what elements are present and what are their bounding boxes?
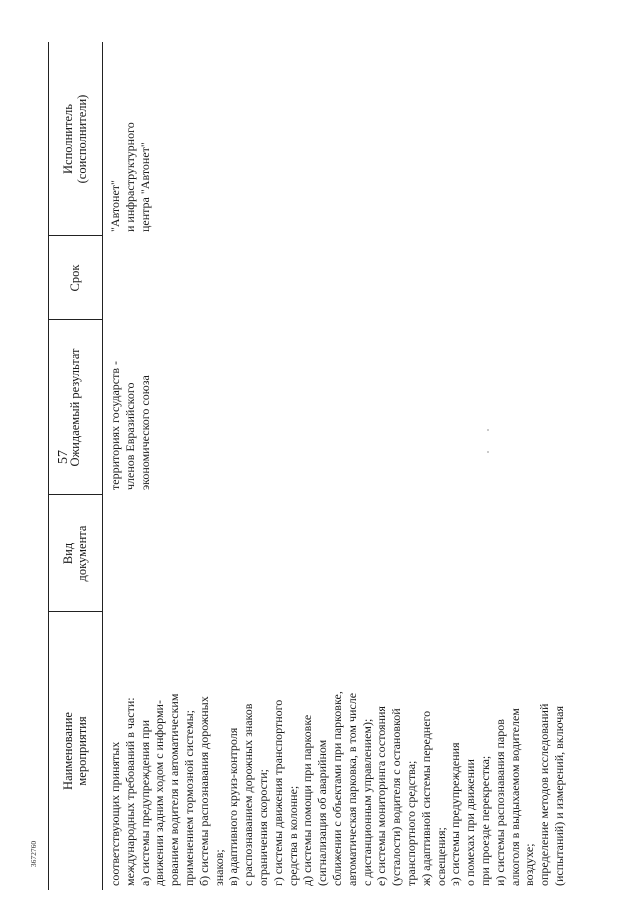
- cell-executor: "Автонет" и инфраструктурного центра "Автонет": [108, 122, 152, 232]
- header-executor: Исполнитель (соисполнители): [61, 94, 89, 184]
- document-code: 3672760: [29, 840, 38, 868]
- scan-speck: [487, 451, 489, 453]
- table-top-rule: [48, 42, 49, 890]
- scan-speck: [487, 429, 489, 431]
- header-doc-type: Вид документа: [61, 525, 89, 582]
- page-number: 57: [56, 450, 71, 464]
- header-deadline: Срок: [68, 264, 82, 292]
- header-measure: Наименование мероприятия: [61, 712, 89, 790]
- cell-expected-result: территориях государств - членов Евразийского экономического союза: [108, 360, 152, 490]
- header-expected-result: Ожидаемый результат: [68, 348, 82, 467]
- table-header-rule: [102, 42, 103, 890]
- activities-table: [48, 42, 592, 890]
- cell-measure: соответствующих принятых международных требований в части: а) системы предупреждения при движении задним ходом с информи- рованием водителя и автоматическим применением тормозной системы; б) системы распознавания дорожных знаков; в) адаптивного круиз-контроля с распознаванием дорожных знаков ограничения скорости; г) системы движения транспортного средства в колонне; д) системы помощи при парковке (сигнализация об аварийном сближении с объектами при парковке, автоматическая парковка, в том числе с дистанционным управлением); е) системы мониторинга состояния (усталости) водителя с остановкой транспортного средства; ж) адаптивной системы переднего освещения; з) системы предупреждения о помехах при движении при проезде перекрестка; и) системы распознавания паров алкоголя в выдыхаемом водителем воздухе; определение методов исследований (испытаний) и измерений, включая: [108, 691, 566, 886]
